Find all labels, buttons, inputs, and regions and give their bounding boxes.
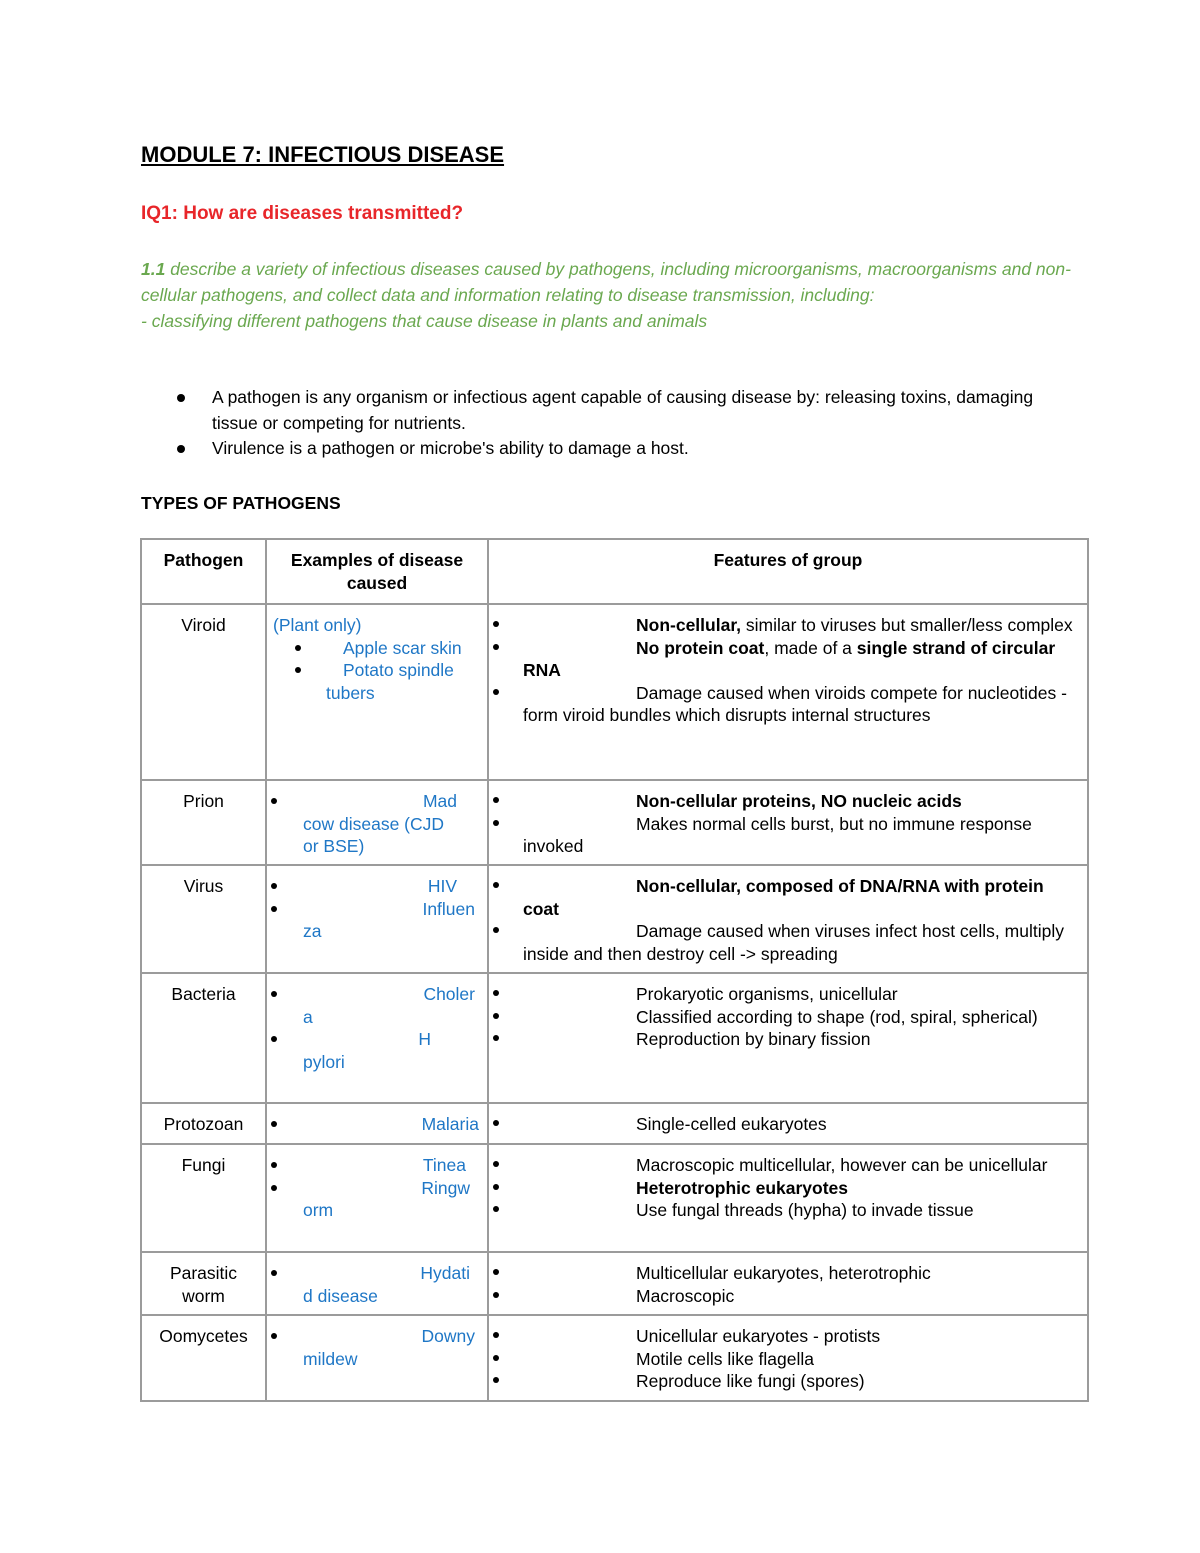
list-item: Reproduction by binary fission xyxy=(523,1028,1073,1051)
pathogen-name: Oomycetes xyxy=(141,1315,266,1401)
header-examples: Examples of disease caused xyxy=(266,539,488,604)
table-row xyxy=(141,1103,1088,1144)
section-title: TYPES OF PATHOGENS xyxy=(141,493,341,513)
features-cell xyxy=(488,865,1088,973)
list-item: Non-cellular, similar to viruses but smaller/less complex xyxy=(523,614,1073,637)
examples-cell: Tinea Ringw orm xyxy=(266,1144,488,1252)
examples-cell: Choler a H pylori xyxy=(266,973,488,1103)
list-item: Use fungal threads (hypha) to invade tissue xyxy=(523,1199,1073,1222)
list-item: Makes normal cells burst, but no immune response invoked xyxy=(523,813,1073,858)
bullet-icon xyxy=(271,991,277,997)
list-item: Apple scar skin xyxy=(273,637,479,660)
bullet-icon xyxy=(493,927,499,933)
features-cell xyxy=(488,1144,1088,1252)
pathogen-name: Viroid xyxy=(141,604,266,780)
bullet-icon xyxy=(295,667,301,673)
bullet-icon xyxy=(493,1292,499,1298)
bullet-icon xyxy=(493,1269,499,1275)
bullet-icon xyxy=(493,644,499,650)
list-item: Macroscopic multicellular, however can be unicellular xyxy=(523,1154,1073,1177)
features-cell xyxy=(488,604,1088,780)
features-cell xyxy=(488,1103,1088,1144)
list-item: Ringw xyxy=(303,1177,479,1200)
bullet-icon xyxy=(493,990,499,996)
bullet-icon xyxy=(271,1036,277,1042)
bullet-icon xyxy=(271,906,277,912)
pathogen-name: Fungi xyxy=(141,1144,266,1252)
list-item: Mad xyxy=(303,790,479,813)
examples-cell: Hydati d disease xyxy=(266,1252,488,1315)
pathogen-name: Parasitic worm xyxy=(141,1252,266,1315)
bullet-icon xyxy=(493,1355,499,1361)
bullet-icon xyxy=(493,1332,499,1338)
list-item: Malaria xyxy=(303,1113,479,1136)
module-title: MODULE 7: INFECTIOUS DISEASE xyxy=(141,142,505,167)
list-item: Single-celled eukaryotes xyxy=(523,1113,1073,1136)
examples-cell: HIV Influen za xyxy=(266,865,488,973)
inquiry-question-title: IQ1: How are diseases transmitted? xyxy=(141,203,464,224)
bullet-icon xyxy=(493,1120,499,1126)
bullet-icon xyxy=(177,445,185,453)
list-item: Damage caused when viruses infect host cells, multiply inside and then destroy cell -> spreading xyxy=(523,920,1073,965)
bullet-icon xyxy=(177,394,185,402)
bullet-icon xyxy=(493,797,499,803)
examples-cell: Mad cow disease (CJD or BSE) xyxy=(266,780,488,865)
bullet-icon xyxy=(493,820,499,826)
pathogen-name: Virus xyxy=(141,865,266,973)
bullet-icon xyxy=(295,645,301,651)
bullet-icon xyxy=(271,883,277,889)
list-item: Prokaryotic organisms, unicellular xyxy=(523,983,1073,1006)
bullet-icon xyxy=(271,1333,277,1339)
bullet-icon xyxy=(493,1377,499,1383)
table-row xyxy=(141,780,1088,865)
definition-list xyxy=(172,385,1072,462)
bullet-icon xyxy=(493,1206,499,1212)
list-item: Choler xyxy=(303,983,479,1006)
bullet-icon xyxy=(493,1184,499,1190)
list-item: Non-cellular, composed of DNA/RNA with protein coat xyxy=(523,875,1073,920)
list-item: Potato spindle xyxy=(273,659,479,682)
bullet-icon xyxy=(271,1162,277,1168)
list-item: Virulence is a pathogen or microbe's ability to damage a host. xyxy=(172,436,1072,462)
examples-cell: (Plant only) Apple scar skin Potato spindle tubers xyxy=(266,604,488,780)
examples-cell: Downy mildew xyxy=(266,1315,488,1401)
table-row xyxy=(141,1252,1088,1315)
features-cell xyxy=(488,780,1088,865)
table-header-row xyxy=(141,539,1088,604)
outcome-text: describe a variety of infectious diseases caused by pathogens, including microorganisms, macroorganisms and non-cellular pathogens, and collect data and information relating to disease transmission, including: xyxy=(141,259,1071,305)
table-row xyxy=(141,1315,1088,1401)
bullet-icon xyxy=(493,689,499,695)
list-item: Unicellular eukaryotes - protists xyxy=(523,1325,1073,1348)
list-item: Tinea xyxy=(303,1154,479,1177)
bullet-icon xyxy=(493,621,499,627)
list-item: Influen xyxy=(303,898,479,921)
features-cell xyxy=(488,973,1088,1103)
list-item: Reproduce like fungi (spores) xyxy=(523,1370,1073,1393)
list-item: Heterotrophic eukaryotes xyxy=(523,1177,1073,1200)
header-pathogen: Pathogen xyxy=(141,539,266,604)
table-row xyxy=(141,865,1088,973)
outcome-number: 1.1 xyxy=(141,259,166,279)
list-item: H xyxy=(303,1028,479,1051)
header-features: Features of group xyxy=(488,539,1088,604)
bullet-icon xyxy=(493,882,499,888)
list-item: HIV xyxy=(303,875,479,898)
list-item: No protein coat, made of a single strand of circular RNA xyxy=(523,637,1073,682)
pathogens-table xyxy=(140,538,1089,1402)
pathogen-name: Bacteria xyxy=(141,973,266,1103)
bullet-icon xyxy=(271,798,277,804)
list-item: Macroscopic xyxy=(523,1285,1073,1308)
bullet-icon xyxy=(493,1035,499,1041)
list-item: Downy xyxy=(303,1325,479,1348)
bullet-icon xyxy=(493,1013,499,1019)
bullet-icon xyxy=(271,1121,277,1127)
list-item: Multicellular eukaryotes, heterotrophic xyxy=(523,1262,1073,1285)
list-item: Classified according to shape (rod, spiral, spherical) xyxy=(523,1006,1073,1029)
list-item: Hydati xyxy=(303,1262,479,1285)
list-item: Damage caused when viroids compete for nucleotides - form viroid bundles which disrupts internal structures xyxy=(523,682,1073,727)
syllabus-outcome xyxy=(141,256,1071,334)
pathogen-name: Protozoan xyxy=(141,1103,266,1144)
table-row xyxy=(141,973,1088,1103)
table-row xyxy=(141,604,1088,780)
outcome-sub: - classifying different pathogens that cause disease in plants and animals xyxy=(141,311,708,331)
bullet-icon xyxy=(271,1185,277,1191)
table-row xyxy=(141,1144,1088,1252)
list-item: Non-cellular proteins, NO nucleic acids xyxy=(523,790,1073,813)
bullet-icon xyxy=(493,1161,499,1167)
features-cell xyxy=(488,1252,1088,1315)
list-item: A pathogen is any organism or infectious agent capable of causing disease by: releasing toxins, damaging tissue or competing for nutrients. xyxy=(172,385,1072,436)
bullet-icon xyxy=(271,1270,277,1276)
features-cell xyxy=(488,1315,1088,1401)
pathogen-name: Prion xyxy=(141,780,266,865)
examples-cell xyxy=(266,1103,488,1144)
list-item: Motile cells like flagella xyxy=(523,1348,1073,1371)
